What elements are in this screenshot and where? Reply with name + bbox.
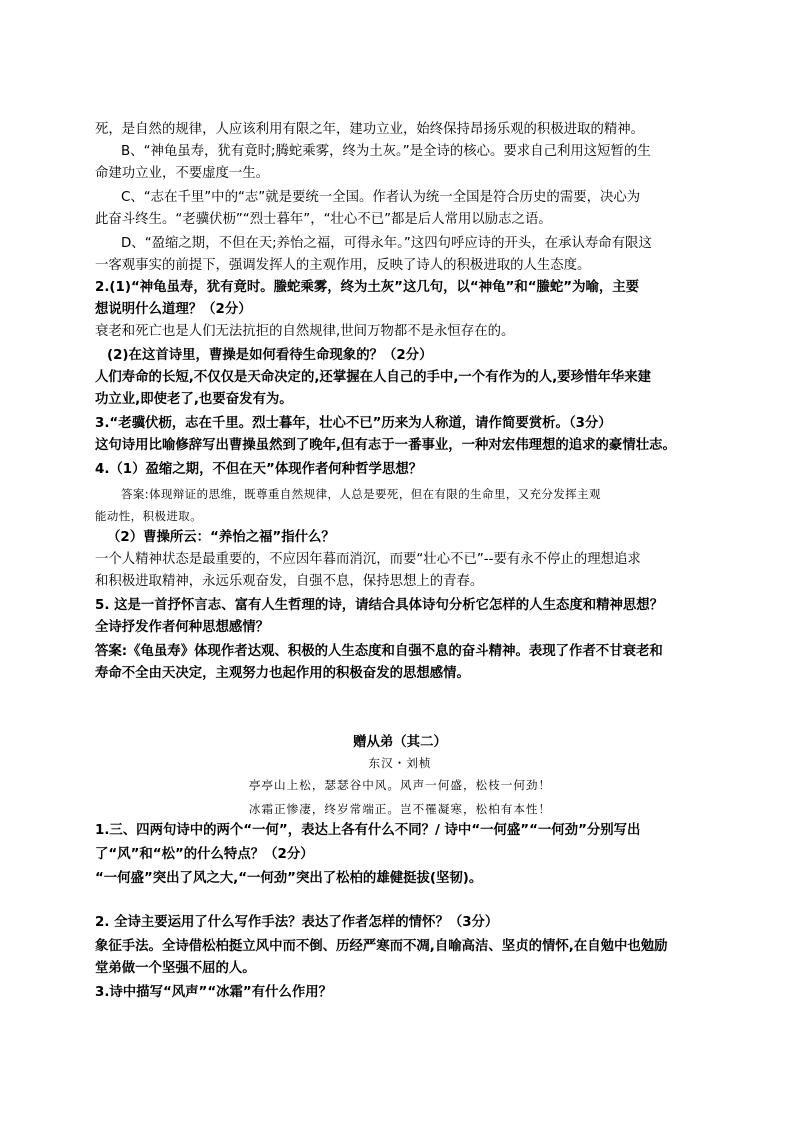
question-2-2: (2)在这首诗里，曹操是如何看待生命现象的？（2分） <box>107 348 433 363</box>
poem-answer-2-cont: 堂弟做一个坚强不屈的人。 <box>95 961 256 976</box>
poem-answer-2: 象征手法。全诗借松柏挺立风中而不倒、历经严寒而不凋,自喻高洁、坚贞的情怀,在自勉中也勉励 <box>95 939 668 954</box>
poem-question-1: 1.三、四两句诗中的两个“一何”，表达上各有什么不同？/ 诗中“一何盛”“一何劲”分别写出 <box>95 823 641 838</box>
answer-4-2: 一个人精神状态是最重要的，不应因年暮而消沉，而要“壮心不已”--要有永不停止的理想追求 <box>95 552 641 567</box>
poem-question-3: 3.诗中描写“风声”“冰霜”有什么作用？ <box>95 985 333 1000</box>
question-4-1: 4.（1）盈缩之期，不但在天”体现作者何种哲学思想？ <box>95 462 423 477</box>
answer-5: 答案:《龟虽寿》体现作者达观、积极的人生态度和自强不息的奋斗精神。表现了作者不甘衰老和 <box>95 644 663 659</box>
answer-3: 这句诗用比喻修辞写出曹操虽然到了晚年,但有志于一番事业，一种对宏伟理想的追求的豪情壮志。 <box>95 438 676 453</box>
poem-title: 赠从弟（其二） <box>353 735 447 750</box>
question-3: 3.“老骥伏枥，志在千里。烈士暮年，壮心不已”历来为人称道，请作简要赏析。（3分） <box>95 416 612 431</box>
answer-4-2-cont: 和积极进取精神，永远乐观奋发，自强不息，保持思想上的青春。 <box>95 574 484 589</box>
answer-2-1: 衰老和死亡也是人们无法抗拒的自然规律,世间万物都不是永恒存在的。 <box>95 324 515 339</box>
poem-question-2: 2. 全诗主要运用了什么写作手法？表达了作者怎样的情怀？（3分） <box>95 915 499 930</box>
text-line: 一客观事实的前提下，强调发挥人的主观作用，反映了诗人的积极进取的人生态度。 <box>95 258 591 273</box>
option-c: C、“志在千里”中的“志”就是要统一全国。作者认为统一全国是符合历史的需要，决心为 <box>121 190 641 205</box>
poem-author: 东汉・刘桢 <box>368 756 432 770</box>
poem-question-1-cont: 了“风”和“松”的什么特点？（2分） <box>95 847 314 862</box>
answer-4-1-cont: 能动性，积极进取。 <box>95 509 203 523</box>
answer-2-2-cont: 功立业,即使老了,也要奋发有为。 <box>95 392 293 407</box>
option-b: B、“神龟虽寿，犹有竟时;腾蛇乘雾，终为土灰。”是全诗的核心。要求自己利用这短暂的生 <box>121 144 651 159</box>
text-line: 此奋斗终生。“老骥伏枥”“烈士暮年”，“壮心不已”都是后人常用以励志之语。 <box>95 212 552 227</box>
answer-4-1: 答案:体现辩证的思维，既尊重自然规律，人总是要死，但在有限的生命里，又充分发挥主观 <box>121 487 601 501</box>
question-2-1-cont: 想说明什么道理？（2分） <box>95 302 252 317</box>
poem-line-1: 亭亭山上松，瑟瑟谷中风。风声一何盛，松枝一何劲！ <box>248 778 552 792</box>
answer-5-cont: 寿命不全由天决定，主观努力也起作用的积极奋发的思想感情。 <box>95 666 470 681</box>
option-d: D、“盈缩之期，不但在天;养怡之福，可得永年。”这四句呼应诗的开头，在承认寿命有限这 <box>121 236 652 251</box>
poem-line-2: 冰霜正惨凄，终岁常端正。岂不罹凝寒，松柏有本性！ <box>248 802 552 816</box>
question-5: 5. 这是一首抒怀言志、富有人生哲理的诗，请结合具体诗句分析它怎样的人生态度和精神思想？ <box>95 598 664 613</box>
text-line: 死，是自然的规律，人应该利用有限之年，建功立业，始终保持昂扬乐观的积极进取的精神。 <box>95 122 645 137</box>
question-4-2: （2）曹操所云：“养怡之福”指什么？ <box>107 530 335 545</box>
question-5-cont: 全诗抒发作者何种思想感情？ <box>95 620 270 635</box>
text-line: 命建功立业，不要虚度一生。 <box>95 166 270 181</box>
poem-answer-1: “一何盛”突出了风之大,“一何劲”突出了松柏的雄健挺拔(坚韧)。 <box>95 871 483 886</box>
answer-2-2: 人们寿命的长短,不仅仅是天命决定的,还掌握在人自己的手中,一个有作为的人,要珍惜年华来建 <box>95 370 651 385</box>
question-2-1: 2.(1)“神龟虽寿，犹有竟时。螣蛇乘雾，终为土灰”这几句，以“神龟”和“螣蛇”为喻，主要 <box>95 280 640 295</box>
